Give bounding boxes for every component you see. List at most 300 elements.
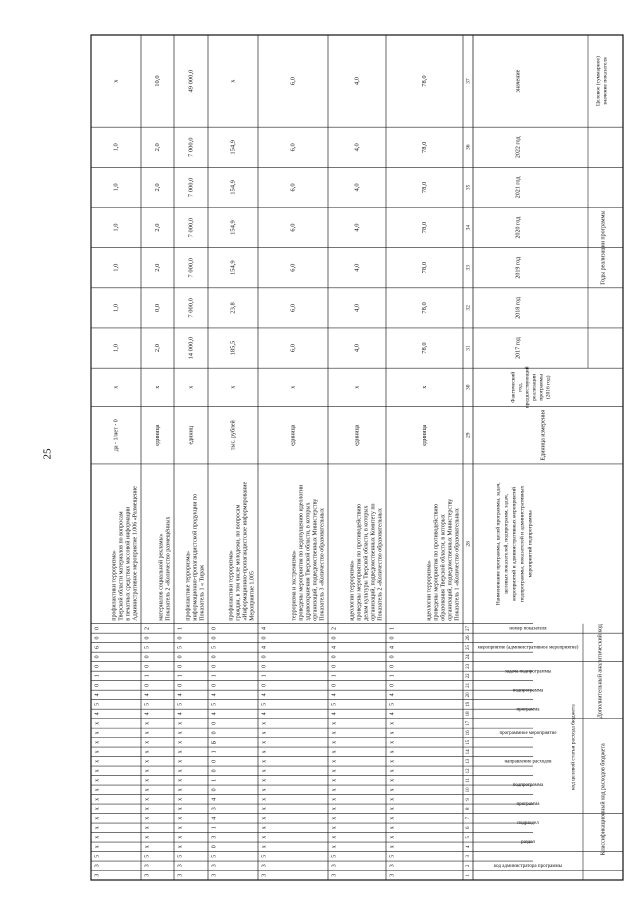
column-number: 26 <box>466 635 472 641</box>
code-cell: x <box>261 788 268 792</box>
code-cell: 4 <box>261 712 268 716</box>
column-number: 20 <box>466 692 472 698</box>
column-number: 21 <box>466 682 472 688</box>
row-unit: единица <box>290 424 297 446</box>
header-budget-code-sub: код целевой статьи расхода бюджета <box>570 704 577 790</box>
row-name: организаций, подведомственных Комитету по <box>370 503 377 621</box>
code-column-label: подпрограмма <box>512 783 544 789</box>
code-cell: 3 <box>211 807 218 811</box>
row-actual: x <box>230 385 237 389</box>
code-cell: 3 <box>177 864 184 868</box>
code-cell: 3 <box>144 873 151 877</box>
column-number: 11 <box>466 777 472 783</box>
code-cell: 4 <box>177 712 184 716</box>
page-number: 25 <box>41 448 54 460</box>
row-year-value: 7 000,0 <box>187 177 195 198</box>
header-year: 2020 год <box>515 216 522 239</box>
column-number: 1 <box>466 874 472 877</box>
row-actual: x <box>354 385 361 389</box>
code-cell: x <box>144 769 151 773</box>
code-column-label: раздел <box>521 840 535 846</box>
code-cell: 5 <box>331 702 338 706</box>
code-cell: x <box>261 816 268 820</box>
row-year-value: 185,5 <box>229 340 237 356</box>
row-name: делам культуры Тверской области, в которых <box>363 505 370 621</box>
row-year-value: 78,0 <box>420 262 428 274</box>
code-cell: x <box>389 750 396 754</box>
code-cell: x <box>94 797 101 801</box>
code-cell: x <box>389 778 396 782</box>
column-number: 25 <box>466 644 472 650</box>
column-number: 4 <box>466 845 472 849</box>
code-cell: 3 <box>261 864 268 868</box>
header-year: 2019 год <box>515 256 522 279</box>
code-cell: 5 <box>177 702 184 706</box>
row-year-value: 7 000,0 <box>187 137 195 158</box>
row-year-value: 4,0 <box>353 263 361 272</box>
code-cell: x <box>389 845 396 849</box>
row-year-value: 2,0 <box>153 344 161 353</box>
code-cell: 0 <box>94 626 101 630</box>
row-name: идеологии терроризма» <box>349 560 356 621</box>
code-cell: x <box>94 788 101 792</box>
row-year-value: 78,0 <box>420 342 428 354</box>
code-cell: 5 <box>261 702 268 706</box>
code-cell: x <box>94 731 101 735</box>
code-cell: x <box>94 807 101 811</box>
code-cell: 2 <box>331 626 338 630</box>
code-cell: 1 <box>211 750 218 754</box>
code-cell: x <box>389 826 396 830</box>
code-cell: 0 <box>211 636 218 640</box>
header-actual-year: программы <box>538 374 545 401</box>
row-unit: единица <box>421 424 428 446</box>
code-column-label: направление расходов <box>504 759 552 765</box>
row-year-value: 78,0 <box>420 302 428 314</box>
row-actual: x <box>290 385 297 389</box>
code-cell: 4 <box>211 816 218 820</box>
row-name: профилактики терроризма» <box>111 550 118 621</box>
column-number: 27 <box>466 625 472 631</box>
row-year-value: 4,0 <box>353 344 361 353</box>
code-cell: 3 <box>211 864 218 868</box>
code-cell: x <box>177 750 184 754</box>
code-cell: x <box>144 816 151 820</box>
header-final-title: значение показателя <box>602 57 609 105</box>
header-name: мероприятий и административных мероприятий <box>511 487 518 601</box>
code-cell: 0 <box>144 636 151 640</box>
column-number: 12 <box>466 768 472 774</box>
column-number: 35 <box>465 184 472 191</box>
code-cell: 1 <box>331 674 338 678</box>
code-cell: 1 <box>177 674 184 678</box>
header-actual-year: предшествующий <box>524 366 531 409</box>
row-name: материалов социальной рекламы» <box>158 533 165 621</box>
code-cell: x <box>144 759 151 763</box>
row-name: Показатель 3 «Количество образовательных <box>319 508 326 621</box>
code-cell: 6 <box>94 645 101 649</box>
code-cell: x <box>94 778 101 782</box>
code-column-label: подпрограмма <box>512 688 544 694</box>
code-cell: x <box>389 835 396 839</box>
row-unit: единица <box>154 424 161 446</box>
code-cell: x <box>94 845 101 849</box>
code-cell: x <box>261 740 268 744</box>
code-cell: 0 <box>211 788 218 792</box>
row-year-value: 6,0 <box>289 143 297 152</box>
header-final-title: Целевое (суммарное) <box>595 56 602 107</box>
row-year-value: 1,0 <box>112 263 120 272</box>
code-cell: 4 <box>389 712 396 716</box>
row-name: проведены мероприятия по противодействию <box>356 503 363 621</box>
row-unit: единица <box>354 424 361 446</box>
code-cell: 0 <box>177 664 184 668</box>
header-year: 2017 год <box>515 337 522 359</box>
code-cell: 3 <box>94 873 101 877</box>
code-cell: x <box>261 835 268 839</box>
column-number: 5 <box>466 836 472 839</box>
code-cell: x <box>94 769 101 773</box>
code-cell: 4 <box>389 693 396 697</box>
code-cell: 5 <box>177 854 184 858</box>
column-number: 28 <box>465 541 472 547</box>
column-number: 37 <box>465 78 472 84</box>
code-cell: x <box>331 835 338 839</box>
code-cell: 4 <box>331 645 338 649</box>
code-cell: 1 <box>389 626 396 630</box>
code-cell: 5 <box>389 854 396 858</box>
code-cell: x <box>177 797 184 801</box>
row-year-value: 1,0 <box>112 183 120 192</box>
code-cell: 5 <box>144 702 151 706</box>
row-final-value: 10,0 <box>153 75 161 87</box>
column-number: 14 <box>466 749 472 755</box>
code-cell: 1 <box>211 674 218 678</box>
code-cell: 3 <box>261 873 268 877</box>
code-cell: x <box>144 835 151 839</box>
code-cell: 0 <box>331 683 338 687</box>
code-cell: x <box>331 740 338 744</box>
column-number: 6 <box>466 826 472 830</box>
code-cell: 0 <box>211 655 218 659</box>
code-cell: 0 <box>177 683 184 687</box>
row-final-value: x <box>112 79 120 83</box>
code-cell: x <box>261 750 268 754</box>
row-name: информационно-пропагандистской продукции по <box>192 493 199 621</box>
code-cell: 1 <box>144 674 151 678</box>
column-number: 15 <box>466 739 472 745</box>
code-cell: 4 <box>389 645 396 649</box>
row-name: Показатель 2 «Количество размещённых <box>165 516 172 621</box>
column-number: 2 <box>466 864 472 868</box>
column-number: 16 <box>466 730 472 736</box>
row-year-value: 78,0 <box>420 141 428 153</box>
code-cell: x <box>177 740 184 744</box>
column-number: 29 <box>465 432 472 438</box>
code-cell: x <box>389 731 396 735</box>
row-name: проведены мероприятия по недопущению идеологии <box>298 484 305 621</box>
code-cell: 0 <box>94 655 101 659</box>
code-cell: 0 <box>211 731 218 735</box>
row-year-value: 154,9 <box>229 220 237 235</box>
code-cell: x <box>331 816 338 820</box>
row-name: граждан, в том числе молодежи, по вопросам <box>235 504 242 621</box>
code-cell: 4 <box>261 626 268 630</box>
code-cell: x <box>144 797 151 801</box>
header-budget-classification: Классификационный код расходов бюджета <box>600 743 607 856</box>
row-year-value: 7 000,0 <box>187 298 195 318</box>
code-cell: 0 <box>144 664 151 668</box>
code-cell: x <box>177 721 184 725</box>
code-cell: x <box>94 721 101 725</box>
code-cell: 0 <box>211 683 218 687</box>
row-name: терроризма и экстремизма» <box>291 550 298 621</box>
code-cell: x <box>331 750 338 754</box>
code-cell: x <box>389 797 396 801</box>
row-name: Показатель 2 «Количество образовательных <box>377 508 384 621</box>
code-cell: 4 <box>211 797 218 801</box>
code-cell: 5 <box>94 702 101 706</box>
code-cell: x <box>331 759 338 763</box>
column-number: 3 <box>466 855 472 858</box>
header-final-value: значение <box>515 69 522 93</box>
code-cell: 3 <box>331 873 338 877</box>
row-name: идеологии терроризма» <box>426 560 433 621</box>
code-cell: x <box>177 769 184 773</box>
code-cell: 0 <box>331 664 338 668</box>
column-number: 13 <box>466 758 472 764</box>
code-column-label: номер показателя <box>509 626 547 632</box>
code-cell: x <box>177 845 184 849</box>
column-number: 9 <box>466 798 472 801</box>
row-year-value: 4,0 <box>353 143 361 152</box>
code-cell: x <box>94 759 101 763</box>
code-cell: x <box>261 721 268 725</box>
code-cell: 0 <box>261 664 268 668</box>
code-cell: x <box>94 816 101 820</box>
code-cell: x <box>389 788 396 792</box>
row-year-value: 154,9 <box>229 180 237 195</box>
row-year-value: 78,0 <box>420 221 428 234</box>
header-name: мероприятий подпрограммы <box>527 510 534 578</box>
code-column-label: задача подпрограммы <box>504 669 552 675</box>
code-cell: x <box>261 769 268 773</box>
header-year: 2018 год <box>515 297 522 319</box>
row-year-value: 23,8 <box>229 302 237 314</box>
code-cell: 4 <box>211 693 218 697</box>
row-name: Мероприятие 1.005 <box>249 571 256 621</box>
code-cell: 4 <box>261 645 268 649</box>
row-name: организаций, подведомственных Министерству <box>447 498 454 621</box>
code-cell: x <box>331 845 338 849</box>
row-year-value: 78,0 <box>420 181 428 194</box>
code-cell: x <box>177 778 184 782</box>
code-cell: Б <box>211 740 218 745</box>
code-cell: 4 <box>144 693 151 697</box>
column-number: 34 <box>465 224 472 231</box>
code-cell: x <box>261 845 268 849</box>
row-actual: x <box>421 385 428 389</box>
column-number: 7 <box>466 817 472 820</box>
row-final-value: 78,0 <box>420 75 428 87</box>
column-number: 32 <box>465 305 472 311</box>
code-cell: 3 <box>389 873 396 877</box>
code-cell: x <box>331 769 338 773</box>
code-cell: 0 <box>331 636 338 640</box>
code-column-label: программа <box>516 707 540 713</box>
code-cell: x <box>177 826 184 830</box>
code-cell: 0 <box>261 655 268 659</box>
header-year: 2022 год <box>515 136 522 159</box>
code-cell: x <box>144 721 151 725</box>
column-number: 36 <box>465 144 472 151</box>
code-cell: x <box>144 750 151 754</box>
code-column-label: программа <box>516 802 540 808</box>
header-name: Наименование программы, целей программы, задач, <box>495 482 502 606</box>
row-year-value: 14 000,0 <box>187 336 195 360</box>
code-cell: 0 <box>177 655 184 659</box>
row-year-value: 4,0 <box>353 303 361 312</box>
code-cell: x <box>389 816 396 820</box>
code-cell: x <box>261 797 268 801</box>
row-year-value: 7 000,0 <box>187 257 195 278</box>
column-number: 18 <box>466 711 472 717</box>
code-cell: x <box>331 807 338 811</box>
header-actual-year: Фактический <box>510 371 517 403</box>
code-cell: 3 <box>144 864 151 868</box>
row-year-value: 1,0 <box>112 303 120 312</box>
code-cell: x <box>261 826 268 830</box>
code-cell: x <box>331 826 338 830</box>
code-cell: 5 <box>144 645 151 649</box>
code-cell: x <box>261 807 268 811</box>
code-cell: x <box>94 835 101 839</box>
column-number: 17 <box>466 720 472 726</box>
code-cell: 0 <box>94 683 101 687</box>
row-final-value: 49 000,0 <box>187 69 195 93</box>
code-cell: 3 <box>331 864 338 868</box>
column-number: 8 <box>466 807 472 811</box>
code-cell: 5 <box>211 702 218 706</box>
code-cell: x <box>261 778 268 782</box>
code-cell: x <box>144 731 151 735</box>
code-cell: x <box>177 731 184 735</box>
code-cell: x <box>389 721 396 725</box>
code-cell: 4 <box>144 712 151 716</box>
code-cell: x <box>94 740 101 744</box>
row-year-value: 154,9 <box>229 260 237 276</box>
code-cell: 0 <box>94 636 101 640</box>
code-cell: 0 <box>211 769 218 773</box>
header-years-title: Годы реализации программы <box>600 210 607 285</box>
code-cell: 3 <box>211 835 218 839</box>
code-cell: x <box>331 797 338 801</box>
code-cell: 5 <box>177 645 184 649</box>
code-cell: 1 <box>261 674 268 678</box>
row-final-value: 4,0 <box>353 77 361 86</box>
row-name: в печатных средствах массовой информации <box>125 506 132 621</box>
row-final-value: x <box>229 79 237 83</box>
header-name: целевых показателей, подпрограмм, задач, <box>503 494 510 594</box>
code-cell: x <box>144 788 151 792</box>
code-cell: 0 <box>211 626 218 630</box>
code-cell: x <box>261 759 268 763</box>
code-column-label: подраздел <box>517 821 539 827</box>
code-column-label: мероприятие (административное мероприятие) <box>477 645 579 651</box>
column-number: 33 <box>465 264 472 271</box>
code-cell: x <box>144 826 151 830</box>
row-name: Административное мероприятие 1.006 «Размещение <box>132 486 139 621</box>
row-name: проведены мероприятия по противодействию <box>433 503 440 621</box>
code-cell: 2 <box>144 626 151 630</box>
column-number: 30 <box>465 384 472 391</box>
row-year-value: 1,0 <box>112 143 120 152</box>
code-cell: 0 <box>389 664 396 668</box>
row-name: профилактике терроризма» <box>185 550 192 621</box>
code-cell: 5 <box>211 854 218 858</box>
row-final-value: 6,0 <box>289 77 297 86</box>
code-cell: x <box>331 788 338 792</box>
row-year-value: 154,9 <box>229 139 237 155</box>
column-number: 23 <box>466 663 472 669</box>
row-name: образования Тверской области, в которых <box>440 514 447 621</box>
code-cell: x <box>144 778 151 782</box>
code-cell: 1 <box>211 826 218 830</box>
code-cell: x <box>389 740 396 744</box>
code-cell: x <box>94 750 101 754</box>
column-number: 10 <box>466 787 472 793</box>
code-cell: 5 <box>331 854 338 858</box>
header-actual-year: (2016 год) <box>545 375 552 400</box>
row-year-value: 2,0 <box>153 263 161 272</box>
code-cell: x <box>389 769 396 773</box>
code-cell: 3 <box>211 873 218 877</box>
code-cell: x <box>389 807 396 811</box>
code-cell: 5 <box>389 702 396 706</box>
row-year-value: 2,0 <box>153 143 161 152</box>
code-cell: 4 <box>94 712 101 716</box>
header-actual-year: реализации <box>531 373 538 401</box>
code-cell: 4 <box>261 693 268 697</box>
row-year-value: 4,0 <box>353 183 361 192</box>
row-year-value: 6,0 <box>289 303 297 312</box>
code-cell: 0 <box>389 655 396 659</box>
code-cell: 5 <box>94 854 101 858</box>
row-unit: да - 1/нет - 0 <box>113 419 120 452</box>
code-cell: x <box>144 807 151 811</box>
code-cell: 0 <box>144 655 151 659</box>
code-cell: 0 <box>261 636 268 640</box>
header-year: 2021 год <box>515 176 522 199</box>
code-cell: 4 <box>94 693 101 697</box>
row-year-value: 4,0 <box>353 223 361 232</box>
code-cell: 0 <box>94 664 101 668</box>
row-name: Показатель 1 «Количество образовательных <box>454 508 461 621</box>
row-name: профилактики терроризма» <box>228 550 235 621</box>
row-actual: x <box>188 385 195 389</box>
row-name: Тверской области материалов по вопросам <box>118 511 125 621</box>
row-year-value: 0,0 <box>153 303 161 312</box>
row-year-value: 6,0 <box>289 183 297 192</box>
row-year-value: 6,0 <box>289 223 297 232</box>
code-cell: 3 <box>94 864 101 868</box>
code-cell: 5 <box>261 854 268 858</box>
code-cell: 4 <box>331 712 338 716</box>
code-cell: 3 <box>389 864 396 868</box>
code-cell: x <box>177 759 184 763</box>
header-unit: Единица измерения <box>540 409 547 461</box>
code-cell: 1 <box>94 674 101 678</box>
